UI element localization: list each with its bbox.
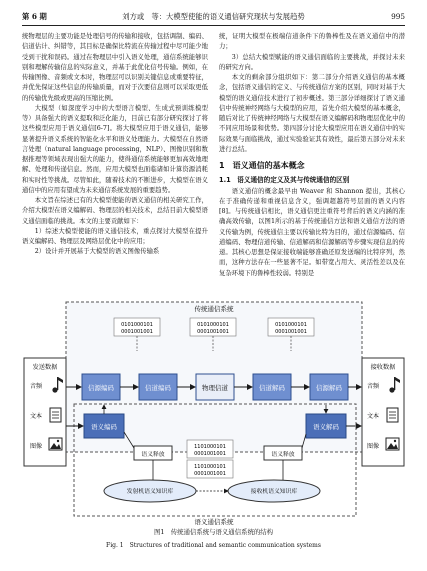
image-icon [49, 438, 62, 450]
paragraph: 1）综述大模型使能的语义通信技术，重点探讨大模型在提升语义编解码、物理层及网络层优化中的应用； [22, 227, 208, 245]
semantic-system-label: 语义通信系统 [194, 518, 234, 526]
paragraph: 统物理层的主要功能是处理信号的传输和接收，包括调制、编码、信道估计、纠错等，其目标是确保比特流在传输过程中尽可能少地受到干扰和误码。通过在物理层中引入语义处理，通信系统能够识别和理解传输信息的实际意义，并基于此优化信号传输。例如，在传输图像、音频或文本时，物理层可以识别关键信息或重要特征，并优先保证这些信息的传输质量，而对于次要信息则可以采取更低的传输优先级或更高的压缩比例。 [22, 33, 208, 102]
svg-text:0001001001: 0001001001 [194, 451, 226, 457]
figure-1 [22, 296, 405, 534]
paragraph: 语义通信的概念最早由 Weaver 和 Shannon 提出，其核心在于准确传递和重视信息含义，强调超越符号层面的语义内容[8]。与传统通信相比，语义通信更注重符号背后的语义内涵的准确高效传输，以图1所示的基于传统通信方法和语义通信方法的语义传输为例，传统通信主要以传输比特为目的，通过信源编码、信道编码、物理信道传输、信道解码和信源解码等步骤实现信息的传递。其核心思想是保证接收端能够准确还原发送端的比特序列，然而，这种方法存在一些显著不足。如带宽占用大、灵活性差以及在复杂环境下的鲁棒性较弱。特别是 [219, 187, 405, 277]
image-icon [386, 438, 399, 450]
svg-text:0101000101: 0101000101 [275, 322, 307, 328]
document-icon [387, 408, 398, 422]
right-column [219, 32, 405, 279]
svg-text:0001001001: 0001001001 [194, 471, 226, 477]
system-diagram [22, 296, 405, 528]
svg-text:信道解码: 信道解码 [259, 384, 285, 392]
document-icon [50, 408, 61, 422]
svg-text:信源编码: 信源编码 [88, 384, 114, 392]
svg-text:物理信道: 物理信道 [202, 384, 228, 392]
paragraph: 统，证明大模型在极端信道条件下的鲁棒性及在语义通信中的潜力； [219, 33, 405, 51]
page-number: 995 [391, 12, 405, 21]
svg-text:0001001001: 0001001001 [275, 329, 307, 335]
receiver-title: 接收数据 [370, 364, 396, 371]
svg-text:0101000101: 0101000101 [121, 322, 153, 328]
svg-text:0001001001: 0001001001 [197, 329, 229, 335]
running-header [22, 12, 405, 24]
svg-text:语义编码: 语义编码 [91, 423, 117, 431]
bit-string-top-3 [268, 318, 314, 336]
paragraph: 本文的剩余部分组织如下：第二部分介绍语义通信的基本概念，包括语义通信的定义、与传统通信方案的区别，同时对基于大模型的语义通信技术进行了初步概述。第三部分详细探讨了语义通信中传统神经网络与大模型的应用，首先介绍大模型的基本概念，随后对比了传统神经网络与大模型在语义编解码和物理层优化中的不同应用场景和优势。第四部分讨论大模型应用在语义通信中的实际效果与面临挑战，通过实验验证其有效性，最后第五部分对未来进行总结。 [219, 74, 405, 153]
left-column [22, 32, 208, 258]
svg-text:发射机语义知识库: 发射机语义知识库 [126, 489, 174, 495]
receiver-media-audio: 音频 [367, 383, 380, 390]
svg-text:0101000101: 0101000101 [197, 322, 229, 328]
paragraph: 本文旨在综述已有的大模型使能的语义通信的相关研究工作，介绍大模型在语义编解码、物理层的相关技术，总结目前大模型语义通信面临的挑战。本文的主要贡献如下： [22, 197, 208, 225]
svg-text:信源解码: 信源解码 [316, 384, 342, 392]
svg-text:语义解码: 语义解码 [313, 423, 339, 431]
figure-caption-en: Fig. 1 Structures of traditional and semantic communication systems [106, 542, 321, 549]
paragraph: 3）总结大模型赋能的语义通信面临的主要挑战，并探讨未来的研究方向。 [219, 53, 405, 71]
running-title: 刘方或 等：大模型使能的语义通信研究现状与发展趋势 [122, 12, 305, 21]
sender-title: 发送数据 [32, 364, 58, 371]
subsection-heading: 1.1 语义通信的定义及其与传统通信的区别 [219, 176, 350, 185]
receiver-media-image: 图像 [367, 443, 380, 450]
issue-number: 第 6 期 [22, 12, 47, 21]
sender-media-text: 文本 [30, 413, 43, 420]
receiver-media-text: 文本 [367, 413, 380, 420]
svg-text:信道编码: 信道编码 [145, 384, 171, 392]
svg-text:语义释放: 语义释放 [271, 452, 295, 458]
paragraph: 大模型（如深度学习中的大型语言模型、生成式预训练模型等）具备强大的语义提取和泛化能力，目前已有部分研究探讨了将这些模型应用于语义通信[6-7]。将大模型应用于语义通信，能够显著提升语义系统的智能化水平和语义处理能力。大模型在自然语言处理（natural language processing，NLP）、图像识别和数据推理等领域表现出强大的能力，使得通信系统能够更加高效地理解、处理和传递信息。然而，应用大模型也面临诸如计算资源消耗和实时性等挑战。尽管如此，随着技术的不断进步，大模型在语义通信中的应用有望成为未来通信系统发展的重要趋势。 [22, 104, 208, 194]
header-rule [22, 25, 405, 26]
svg-text:1101000101: 1101000101 [194, 444, 226, 450]
svg-text:接收机语义知识库: 接收机语义知识库 [250, 489, 298, 495]
section-heading: 1 语义通信的基本概念 [219, 161, 305, 170]
paragraph: 2）设计并开展基于大模型的语义图像传输系 [34, 248, 160, 256]
svg-text:语义释放: 语义释放 [141, 452, 165, 458]
figure-caption-cn: 图1 传统通信系统与语义通信系统的结构 [153, 528, 274, 536]
svg-text:0001001001: 0001001001 [121, 329, 153, 335]
sender-media-audio: 音频 [30, 383, 43, 390]
bit-string-top-1 [114, 318, 160, 336]
sender-media-image: 图像 [30, 443, 43, 450]
bit-string-top-2 [190, 318, 236, 336]
traditional-system-label: 传统通信系统 [194, 305, 234, 313]
bit-string-bottom-1 [187, 440, 233, 458]
svg-text:1101000101: 1101000101 [194, 464, 226, 470]
bit-string-bottom-2 [187, 460, 233, 478]
